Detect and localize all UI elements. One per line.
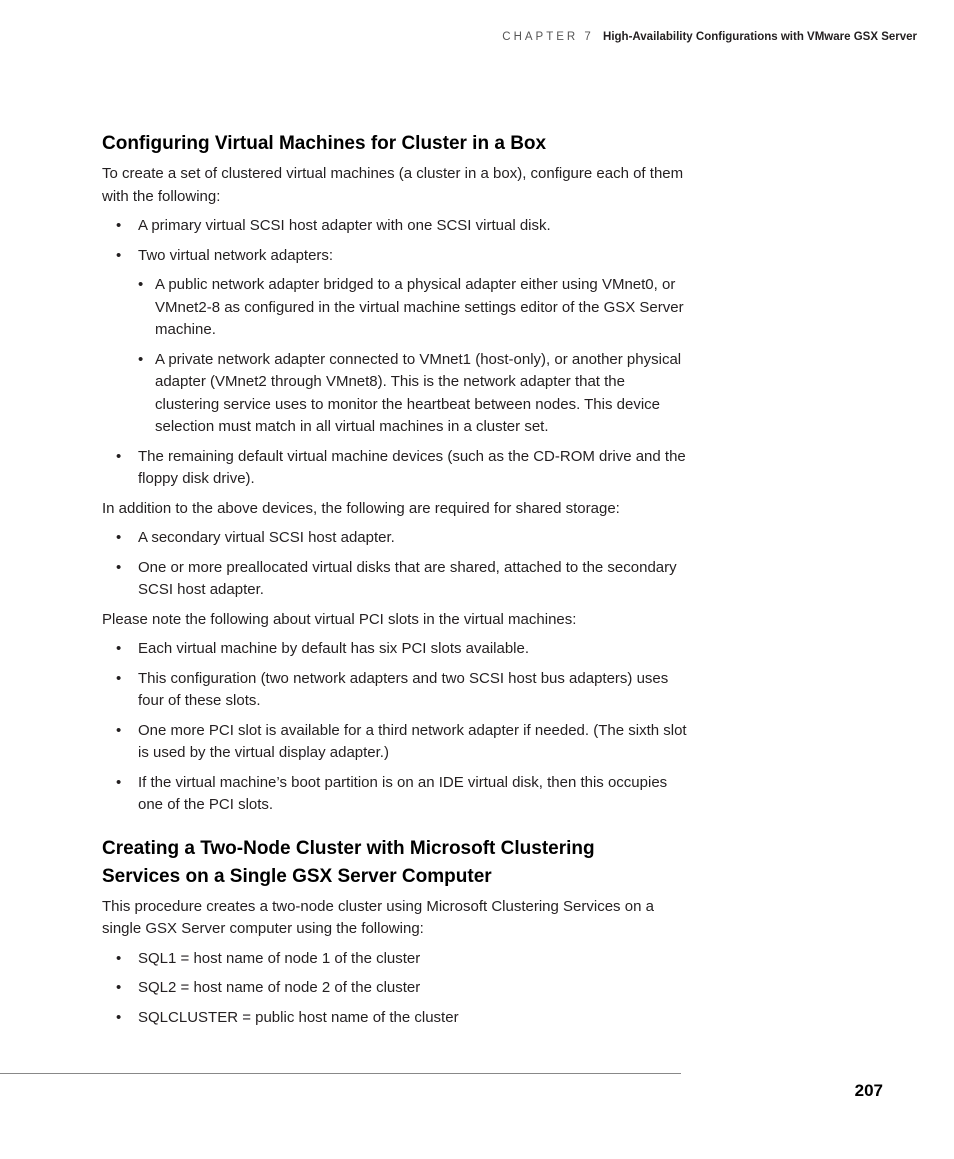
chapter-title: High-Availability Configurations with VMware GSX Server — [603, 31, 917, 43]
pci-slots-paragraph: Please note the following about virtual PCI slots in the virtual machines: — [102, 610, 577, 628]
page-body — [102, 130, 687, 1036]
list-item: • The remaining default virtual machine devices (such as the CD-ROM drive and the floppy disk drive). — [102, 446, 687, 491]
section-heading-two-node-cluster: Creating a Two-Node Cluster with Microsoft Clustering Services on a Single GSX Server Computer — [102, 837, 595, 887]
list-item: • This configuration (two network adapters and two SCSI host bus adapters) uses four of these slots. — [102, 668, 687, 713]
shared-storage-paragraph: In addition to the above devices, the following are required for shared storage: — [102, 499, 620, 517]
list-item: • If the virtual machine’s boot partition is on an IDE virtual disk, then this occupies one of the PCI slots. — [102, 772, 687, 817]
device-list — [102, 215, 687, 491]
sub-list-item: • A public network adapter bridged to a physical adapter either using VMnet0, or VMnet2-8 as configured in the virtual machine settings editor of the GSX Server machine. — [102, 274, 687, 342]
section-heading-cluster-in-a-box: Configuring Virtual Machines for Cluster in a Box — [102, 133, 547, 154]
list-item: • SQLCLUSTER = public host name of the cluster — [102, 1007, 687, 1030]
list-item: • Each virtual machine by default has six PCI slots available. — [102, 638, 687, 661]
section-intro-paragraph: To create a set of clustered virtual machines (a cluster in a box), configure each of them with the following: — [102, 165, 684, 205]
page-number: 207 — [854, 1081, 883, 1100]
running-header — [502, 31, 917, 43]
list-item: • A secondary virtual SCSI host adapter. — [102, 527, 687, 550]
shared-storage-list — [102, 527, 687, 602]
chapter-label: CHAPTER 7 — [502, 31, 594, 43]
list-item: • One or more preallocated virtual disks that are shared, attached to the secondary SCSI host adapter. — [102, 557, 687, 602]
list-item: • SQL1 = host name of node 1 of the cluster — [102, 948, 687, 971]
list-item: • Two virtual network adapters: — [102, 245, 687, 268]
list-item: • SQL2 = host name of node 2 of the cluster — [102, 977, 687, 1000]
list-item: • A primary virtual SCSI host adapter with one SCSI virtual disk. — [102, 215, 687, 238]
host-names-list — [102, 948, 687, 1030]
sub-list-item: • A private network adapter connected to VMnet1 (host-only), or another physical adapter (VMnet2 through VMnet8). This is the network adapter that the clustering service uses to monitor the heartbeat between nodes. This device selection must match in all virtual machines in a cluster set. — [102, 349, 687, 439]
pci-slots-list — [102, 638, 687, 817]
footer-rule — [0, 1073, 681, 1074]
procedure-intro-paragraph: This procedure creates a two-node cluster using Microsoft Clustering Services on a single GSX Server computer using the following: — [102, 897, 654, 937]
list-item: • One more PCI slot is available for a third network adapter if needed. (The sixth slot is used by the virtual display adapter.) — [102, 720, 687, 765]
